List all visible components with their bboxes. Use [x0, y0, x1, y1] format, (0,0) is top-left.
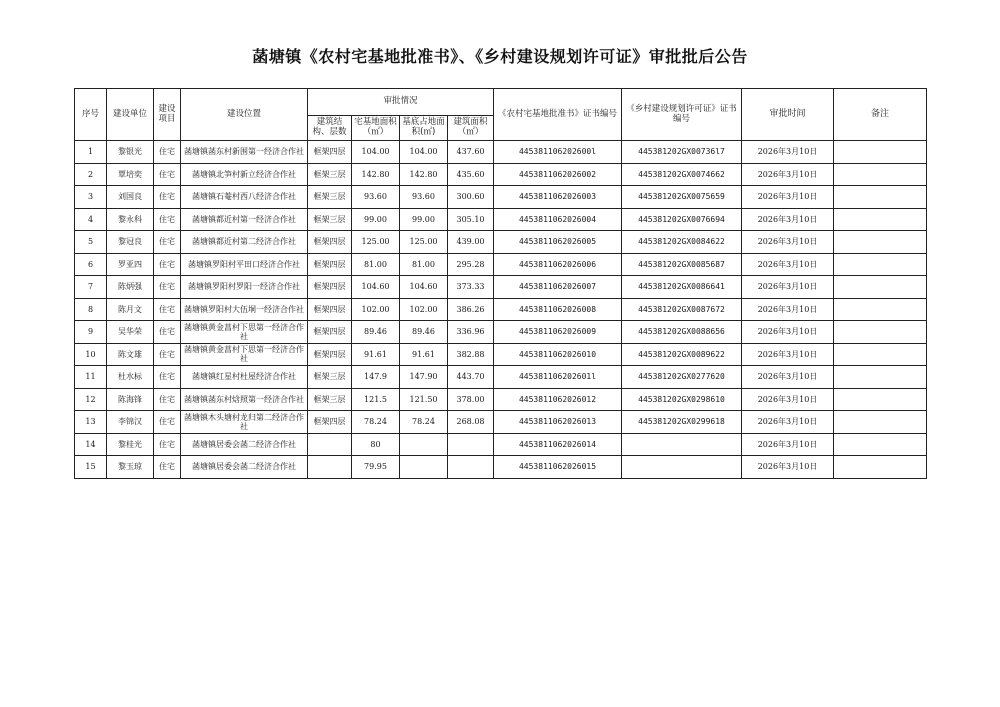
cell-location: 菡塘镇石菴村西八经济合作社: [181, 186, 308, 209]
cell-planning-cert: 445381202GX0089622: [622, 343, 742, 366]
cell-site-area: 78.24: [352, 411, 400, 434]
table-row: [75, 276, 927, 299]
cell-homestead-cert: 4453811062026009: [494, 321, 622, 344]
table-body: [75, 141, 927, 479]
header-remarks: 备注: [834, 89, 927, 141]
cell-project: 住宅: [154, 276, 181, 299]
cell-project: 住宅: [154, 321, 181, 344]
cell-site-area: 125.00: [352, 231, 400, 254]
table-row: [75, 208, 927, 231]
cell-homestead-cert: 445381106202600l: [494, 141, 622, 164]
table-row: [75, 343, 927, 366]
cell-approval-date: 2026年3月10日: [742, 343, 834, 366]
cell-approval-date: 2026年3月10日: [742, 141, 834, 164]
cell-location: 菡塘镇居委会菡二经济合作社: [181, 433, 308, 456]
header-approval: 审批情况: [308, 89, 494, 116]
table-row: [75, 253, 927, 276]
cell-building-area: 386.26: [448, 298, 494, 321]
cell-unit: 覃培奕: [107, 163, 154, 186]
cell-site-area: 91.61: [352, 343, 400, 366]
cell-homestead-cert: 4453811062026010: [494, 343, 622, 366]
cell-structure: 框架四层: [308, 231, 352, 254]
cell-structure: 框架三层: [308, 366, 352, 389]
cell-building-area: 435.60: [448, 163, 494, 186]
cell-planning-cert: 445381202GX0076694: [622, 208, 742, 231]
cell-project: 住宅: [154, 253, 181, 276]
table-row: [75, 163, 927, 186]
cell-footprint: 78.24: [400, 411, 448, 434]
cell-seq: 14: [75, 433, 107, 456]
cell-approval-date: 2026年3月10日: [742, 433, 834, 456]
cell-planning-cert: 445381202GX0087672: [622, 298, 742, 321]
cell-location: 菡塘镇都近村第二经济合作社: [181, 231, 308, 254]
cell-project: 住宅: [154, 141, 181, 164]
cell-footprint: 104.60: [400, 276, 448, 299]
cell-site-area: 142.80: [352, 163, 400, 186]
cell-homestead-cert: 4453811062026012: [494, 388, 622, 411]
cell-planning-cert: [622, 456, 742, 479]
cell-structure: 框架四层: [308, 321, 352, 344]
cell-seq: 8: [75, 298, 107, 321]
cell-footprint: 125.00: [400, 231, 448, 254]
cell-project: 住宅: [154, 433, 181, 456]
cell-unit: 杜水标: [107, 366, 154, 389]
cell-project: 住宅: [154, 231, 181, 254]
cell-remarks: [834, 433, 927, 456]
cell-seq: 3: [75, 186, 107, 209]
cell-building-area: 373.33: [448, 276, 494, 299]
cell-seq: 7: [75, 276, 107, 299]
cell-location: 菡塘镇居委会菡二经济合作社: [181, 456, 308, 479]
cell-homestead-cert: 4453811062026013: [494, 411, 622, 434]
cell-location: 菡塘镇菡东村新围第一经济合作社: [181, 141, 308, 164]
cell-approval-date: 2026年3月10日: [742, 456, 834, 479]
cell-footprint: 147.90: [400, 366, 448, 389]
cell-footprint: [400, 433, 448, 456]
cell-remarks: [834, 388, 927, 411]
cell-site-area: 104.00: [352, 141, 400, 164]
cell-project: 住宅: [154, 366, 181, 389]
table-row: [75, 388, 927, 411]
cell-approval-date: 2026年3月10日: [742, 411, 834, 434]
cell-approval-date: 2026年3月10日: [742, 163, 834, 186]
table-row: [75, 141, 927, 164]
cell-unit: 黎冠良: [107, 231, 154, 254]
cell-building-area: 305.10: [448, 208, 494, 231]
cell-project: 住宅: [154, 163, 181, 186]
cell-remarks: [834, 343, 927, 366]
table-row: [75, 231, 927, 254]
cell-planning-cert: 445381202GX0299618: [622, 411, 742, 434]
cell-footprint: 91.61: [400, 343, 448, 366]
cell-location: 菡塘镇都近村第一经济合作社: [181, 208, 308, 231]
cell-planning-cert: 445381202GX0075659: [622, 186, 742, 209]
cell-seq: 15: [75, 456, 107, 479]
cell-unit: 罗亚四: [107, 253, 154, 276]
cell-site-area: 104.60: [352, 276, 400, 299]
cell-location: 菡塘镇红星村杜屋经济合作社: [181, 366, 308, 389]
table-row: [75, 298, 927, 321]
cell-remarks: [834, 141, 927, 164]
cell-remarks: [834, 253, 927, 276]
header-building-area: 建筑面积（㎡）: [448, 116, 494, 141]
cell-remarks: [834, 321, 927, 344]
cell-seq: 5: [75, 231, 107, 254]
cell-footprint: 93.60: [400, 186, 448, 209]
cell-seq: 6: [75, 253, 107, 276]
cell-remarks: [834, 456, 927, 479]
header-homestead-cert: 《农村宅基地批准书》证书编号: [494, 89, 622, 141]
cell-footprint: 121.50: [400, 388, 448, 411]
cell-homestead-cert: 4453811062026004: [494, 208, 622, 231]
header-location: 建设位置: [181, 89, 308, 141]
approval-table: [74, 88, 927, 479]
table-row: [75, 433, 927, 456]
cell-building-area: 443.70: [448, 366, 494, 389]
cell-seq: 1: [75, 141, 107, 164]
cell-seq: 2: [75, 163, 107, 186]
cell-planning-cert: 445381202GX0277620: [622, 366, 742, 389]
cell-building-area: 378.00: [448, 388, 494, 411]
cell-structure: [308, 456, 352, 479]
cell-structure: 框架四层: [308, 253, 352, 276]
cell-seq: 4: [75, 208, 107, 231]
cell-building-area: 268.08: [448, 411, 494, 434]
cell-homestead-cert: 4453811062026008: [494, 298, 622, 321]
cell-site-area: 89.46: [352, 321, 400, 344]
cell-footprint: [400, 456, 448, 479]
header-seq: 序号: [75, 89, 107, 141]
cell-structure: 框架四层: [308, 343, 352, 366]
cell-footprint: 89.46: [400, 321, 448, 344]
cell-approval-date: 2026年3月10日: [742, 208, 834, 231]
cell-homestead-cert: 4453811062026005: [494, 231, 622, 254]
cell-structure: 框架三层: [308, 186, 352, 209]
cell-project: 住宅: [154, 186, 181, 209]
cell-site-area: 81.00: [352, 253, 400, 276]
cell-project: 住宅: [154, 456, 181, 479]
page-title: 菡塘镇《农村宅基地批准书》、《乡村建设规划许可证》审批批后公告: [252, 47, 748, 66]
cell-site-area: 121.5: [352, 388, 400, 411]
cell-unit: 黎银光: [107, 141, 154, 164]
cell-approval-date: 2026年3月10日: [742, 388, 834, 411]
cell-building-area: 439.00: [448, 231, 494, 254]
cell-site-area: 79.95: [352, 456, 400, 479]
cell-footprint: 102.00: [400, 298, 448, 321]
cell-building-area: 336.96: [448, 321, 494, 344]
cell-remarks: [834, 276, 927, 299]
cell-footprint: 81.00: [400, 253, 448, 276]
cell-remarks: [834, 298, 927, 321]
cell-site-area: 99.00: [352, 208, 400, 231]
cell-approval-date: 2026年3月10日: [742, 231, 834, 254]
cell-unit: 陈海锋: [107, 388, 154, 411]
cell-project: 住宅: [154, 208, 181, 231]
cell-unit: 吴华荣: [107, 321, 154, 344]
header-approval-date: 审批时间: [742, 89, 834, 141]
table-row: [75, 411, 927, 434]
cell-structure: 框架四层: [308, 298, 352, 321]
cell-unit: 刘国良: [107, 186, 154, 209]
cell-footprint: 142.80: [400, 163, 448, 186]
cell-structure: 框架四层: [308, 141, 352, 164]
cell-planning-cert: 445381202GX0085687: [622, 253, 742, 276]
table-header: [75, 89, 927, 141]
cell-location: 菡塘镇黄金菖村下思第一经济合作社: [181, 343, 308, 366]
cell-site-area: 102.00: [352, 298, 400, 321]
cell-project: 住宅: [154, 388, 181, 411]
cell-building-area: 382.88: [448, 343, 494, 366]
header-project: 建设项目: [154, 89, 181, 141]
cell-planning-cert: [622, 433, 742, 456]
cell-approval-date: 2026年3月10日: [742, 276, 834, 299]
cell-location: 菡塘镇木头塘村龙归第二经济合作社: [181, 411, 308, 434]
cell-seq: 10: [75, 343, 107, 366]
cell-structure: 框架三层: [308, 208, 352, 231]
cell-unit: 李锦汉: [107, 411, 154, 434]
cell-planning-cert: 445381202GX0084622: [622, 231, 742, 254]
cell-remarks: [834, 366, 927, 389]
header-planning-cert: 《乡村建设规划许可证》证书编号: [622, 89, 742, 141]
cell-remarks: [834, 208, 927, 231]
cell-remarks: [834, 163, 927, 186]
table-row: [75, 186, 927, 209]
cell-homestead-cert: 445381106202601l: [494, 366, 622, 389]
cell-homestead-cert: 4453811062026007: [494, 276, 622, 299]
cell-planning-cert: 445381202GX0074662: [622, 163, 742, 186]
cell-seq: 9: [75, 321, 107, 344]
cell-homestead-cert: 4453811062026003: [494, 186, 622, 209]
cell-planning-cert: 445381202GX0298610: [622, 388, 742, 411]
cell-structure: 框架四层: [308, 411, 352, 434]
cell-planning-cert: 445381202GX0088656: [622, 321, 742, 344]
cell-site-area: 93.60: [352, 186, 400, 209]
cell-approval-date: 2026年3月10日: [742, 186, 834, 209]
cell-location: 菡塘镇黄金菖村下思第一经济合作社: [181, 321, 308, 344]
cell-seq: 11: [75, 366, 107, 389]
cell-location: 菡塘镇菡东村焓照第一经济合作社: [181, 388, 308, 411]
cell-homestead-cert: 4453811062026014: [494, 433, 622, 456]
cell-unit: 黎桂光: [107, 433, 154, 456]
cell-planning-cert: 445381202GX00736l7: [622, 141, 742, 164]
cell-homestead-cert: 4453811062026015: [494, 456, 622, 479]
cell-approval-date: 2026年3月10日: [742, 366, 834, 389]
cell-approval-date: 2026年3月10日: [742, 298, 834, 321]
header-footprint: 基底占地面积(㎡): [400, 116, 448, 141]
cell-approval-date: 2026年3月10日: [742, 253, 834, 276]
cell-approval-date: 2026年3月10日: [742, 321, 834, 344]
cell-site-area: 80: [352, 433, 400, 456]
cell-planning-cert: 445381202GX0086641: [622, 276, 742, 299]
header-structure: 建筑结构、层数: [308, 116, 352, 141]
cell-seq: 12: [75, 388, 107, 411]
cell-project: 住宅: [154, 298, 181, 321]
cell-structure: [308, 433, 352, 456]
cell-unit: 黎永科: [107, 208, 154, 231]
cell-unit: 陈文雄: [107, 343, 154, 366]
cell-remarks: [834, 231, 927, 254]
cell-building-area: 437.60: [448, 141, 494, 164]
cell-building-area: [448, 456, 494, 479]
cell-structure: 框架四层: [308, 276, 352, 299]
cell-building-area: [448, 433, 494, 456]
cell-remarks: [834, 186, 927, 209]
cell-unit: 陈炳强: [107, 276, 154, 299]
table-row: [75, 366, 927, 389]
cell-seq: 13: [75, 411, 107, 434]
cell-structure: 框架三层: [308, 388, 352, 411]
table-row: [75, 456, 927, 479]
cell-location: 菡塘镇罗阳村罗阳一经济合作社: [181, 276, 308, 299]
header-site-area: 宅基地面积（㎡）: [352, 116, 400, 141]
cell-building-area: 295.28: [448, 253, 494, 276]
cell-location: 菡塘镇罗阳村大伍垌一经济合作社: [181, 298, 308, 321]
cell-footprint: 99.00: [400, 208, 448, 231]
cell-homestead-cert: 4453811062026006: [494, 253, 622, 276]
cell-unit: 陈月文: [107, 298, 154, 321]
cell-structure: 框架三层: [308, 163, 352, 186]
cell-location: 菡塘镇罗阳村平田口经济合作社: [181, 253, 308, 276]
header-unit: 建设单位: [107, 89, 154, 141]
cell-unit: 黎玉琼: [107, 456, 154, 479]
cell-footprint: 104.00: [400, 141, 448, 164]
cell-project: 住宅: [154, 411, 181, 434]
cell-remarks: [834, 411, 927, 434]
cell-building-area: 300.60: [448, 186, 494, 209]
cell-site-area: 147.9: [352, 366, 400, 389]
cell-project: 住宅: [154, 343, 181, 366]
table-row: [75, 321, 927, 344]
cell-homestead-cert: 4453811062026002: [494, 163, 622, 186]
cell-location: 菡塘镇北笋村新立经济合作社: [181, 163, 308, 186]
